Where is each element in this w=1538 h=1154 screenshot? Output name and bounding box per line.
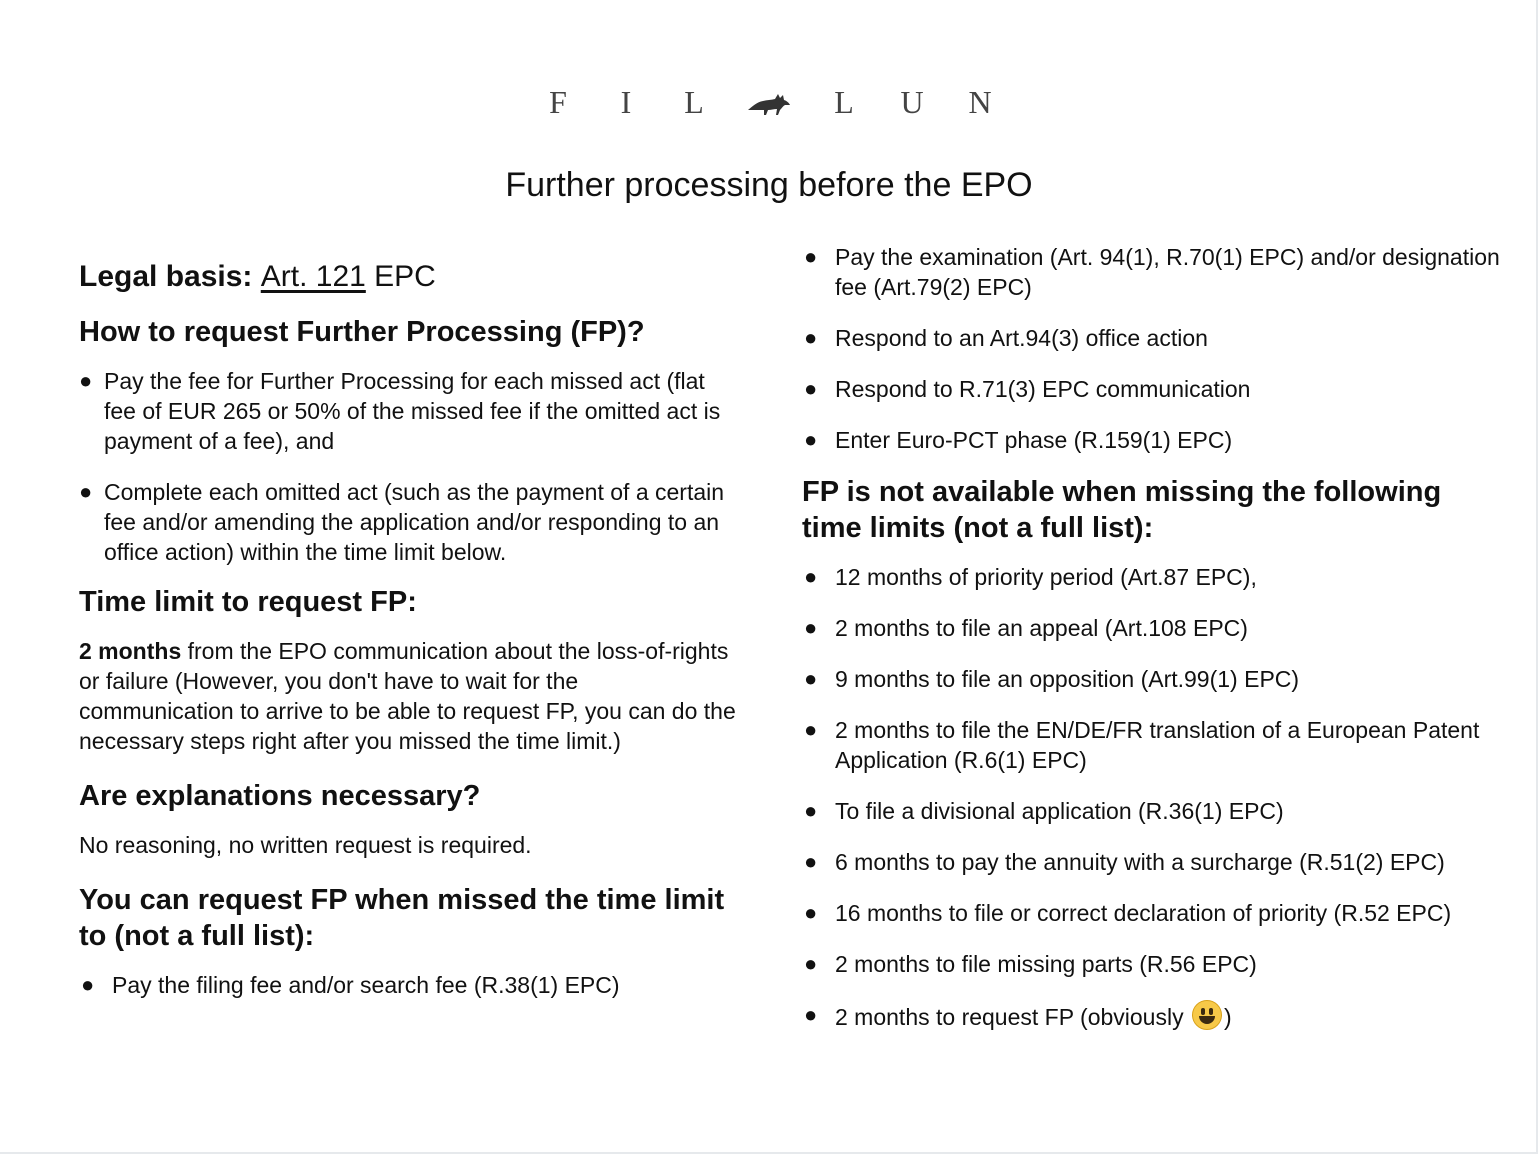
bullet-icon: ● (804, 666, 818, 691)
legal-basis-heading (79, 260, 739, 294)
bullet-icon: ● (804, 849, 818, 874)
list-item-text: Complete each omitted act (such as the payment of a certain fee and/or amending the application and/or responding to an office action) within the time limit below. (104, 479, 725, 565)
brand-logo (0, 82, 1538, 122)
logo-letter: N (968, 83, 992, 120)
logo-letter: U (900, 83, 924, 120)
time-limit-heading: Time limit to request FP: (79, 586, 417, 618)
legal-basis-label: Legal basis: (79, 260, 253, 293)
bullet-icon: ● (79, 368, 93, 393)
list-item-text: Pay the filing fee and/or search fee (R.38(1) EPC) (112, 972, 620, 998)
art-121-link[interactable]: Art. 121 (260, 260, 366, 293)
list-item-text: 2 months to file an appeal (Art.108 EPC) (835, 615, 1248, 641)
bullet-icon: ● (804, 1002, 818, 1027)
page-title: Further processing before the EPO (505, 166, 1033, 204)
list-item (802, 796, 1502, 826)
list-item-text: Respond to an Art.94(3) office action (835, 325, 1208, 351)
bullet-icon: ● (81, 972, 95, 997)
list-item-text: 2 months to file the EN/DE/FR translation of a European Patent Application (R.6(1) EPC) (835, 717, 1480, 773)
can-request-list-left (79, 970, 739, 1000)
list-item (802, 374, 1502, 404)
bullet-icon: ● (804, 325, 818, 350)
list-item-text: Enter Euro-PCT phase (R.159(1) EPC) (835, 427, 1233, 453)
list-item (802, 323, 1502, 353)
list-item-text: 2 months to file missing parts (R.56 EPC) (835, 951, 1257, 977)
bullet-icon: ● (804, 376, 818, 401)
can-request-heading: You can request FP when missed the time limit to (not a full list): (79, 884, 725, 952)
bullet-icon: ● (804, 798, 818, 823)
bullet-icon: ● (804, 564, 818, 589)
grinning-face-icon (1192, 1000, 1222, 1030)
list-item (79, 366, 739, 456)
not-available-heading: FP is not available when missing the following time limits (not a full list): (802, 476, 1442, 544)
legal-basis-suffix: EPC (374, 260, 436, 293)
list-item (802, 898, 1502, 928)
time-limit-rest: from the EPO communication about the loss-of-rights or failure (However, you don't have to wait for the communication to arrive to be able to request FP, you can do the necessary steps right after you missed the time limit.) (79, 638, 736, 754)
list-item-text: 6 months to pay the annuity with a surcharge (R.51(2) EPC) (835, 849, 1445, 875)
bullet-icon: ● (804, 244, 818, 269)
how-to-heading: How to request Further Processing (FP)? (79, 316, 645, 348)
list-item (802, 562, 1502, 592)
list-item (802, 613, 1502, 643)
explanations-text: No reasoning, no written request is required. (79, 832, 532, 858)
list-item (802, 425, 1502, 455)
fox-icon (747, 88, 791, 116)
bullet-icon: ● (79, 479, 93, 504)
time-limit-bold: 2 months (79, 638, 182, 664)
can-request-list-right (802, 242, 1502, 455)
left-column (79, 260, 739, 1021)
right-column (802, 242, 1502, 1053)
list-item-text: Respond to R.71(3) EPC communication (835, 376, 1251, 402)
explanations-heading: Are explanations necessary? (79, 780, 481, 812)
bullet-icon: ● (804, 615, 818, 640)
list-item (802, 1000, 1502, 1032)
time-limit-text (79, 636, 739, 756)
list-item (802, 715, 1502, 775)
bullet-icon: ● (804, 427, 818, 452)
list-item (802, 847, 1502, 877)
bullet-icon: ● (804, 717, 818, 742)
list-item-text: 12 months of priority period (Art.87 EPC), (835, 564, 1257, 590)
list-item (79, 970, 739, 1000)
bullet-icon: ● (804, 951, 818, 976)
list-item (802, 949, 1502, 979)
list-item-text: 9 months to file an opposition (Art.99(1) EPC) (835, 666, 1300, 692)
list-item-text: 2 months to request FP (obviously (835, 1004, 1190, 1030)
list-item-text: 16 months to file or correct declaration of priority (R.52 EPC) (835, 900, 1452, 926)
list-item (79, 477, 739, 567)
list-item (802, 664, 1502, 694)
logo-letter: L (834, 83, 854, 120)
list-item-text-end: ) (1223, 1004, 1232, 1030)
logo-letter: L (684, 83, 704, 120)
how-to-list (79, 366, 739, 567)
bullet-icon: ● (804, 900, 818, 925)
list-item (802, 242, 1502, 302)
logo-letter: I (620, 83, 632, 120)
logo-letter: F (549, 83, 567, 120)
list-item-text: Pay the examination (Art. 94(1), R.70(1) EPC) and/or designation fee (Art.79(2) EPC) (835, 244, 1500, 300)
list-item-text: To file a divisional application (R.36(1) EPC) (835, 798, 1284, 824)
not-available-list (802, 562, 1502, 1032)
list-item-text: Pay the fee for Further Processing for each missed act (flat fee of EUR 265 or 50% of the missed fee if the omitted act is payment of a fee), and (104, 368, 721, 454)
